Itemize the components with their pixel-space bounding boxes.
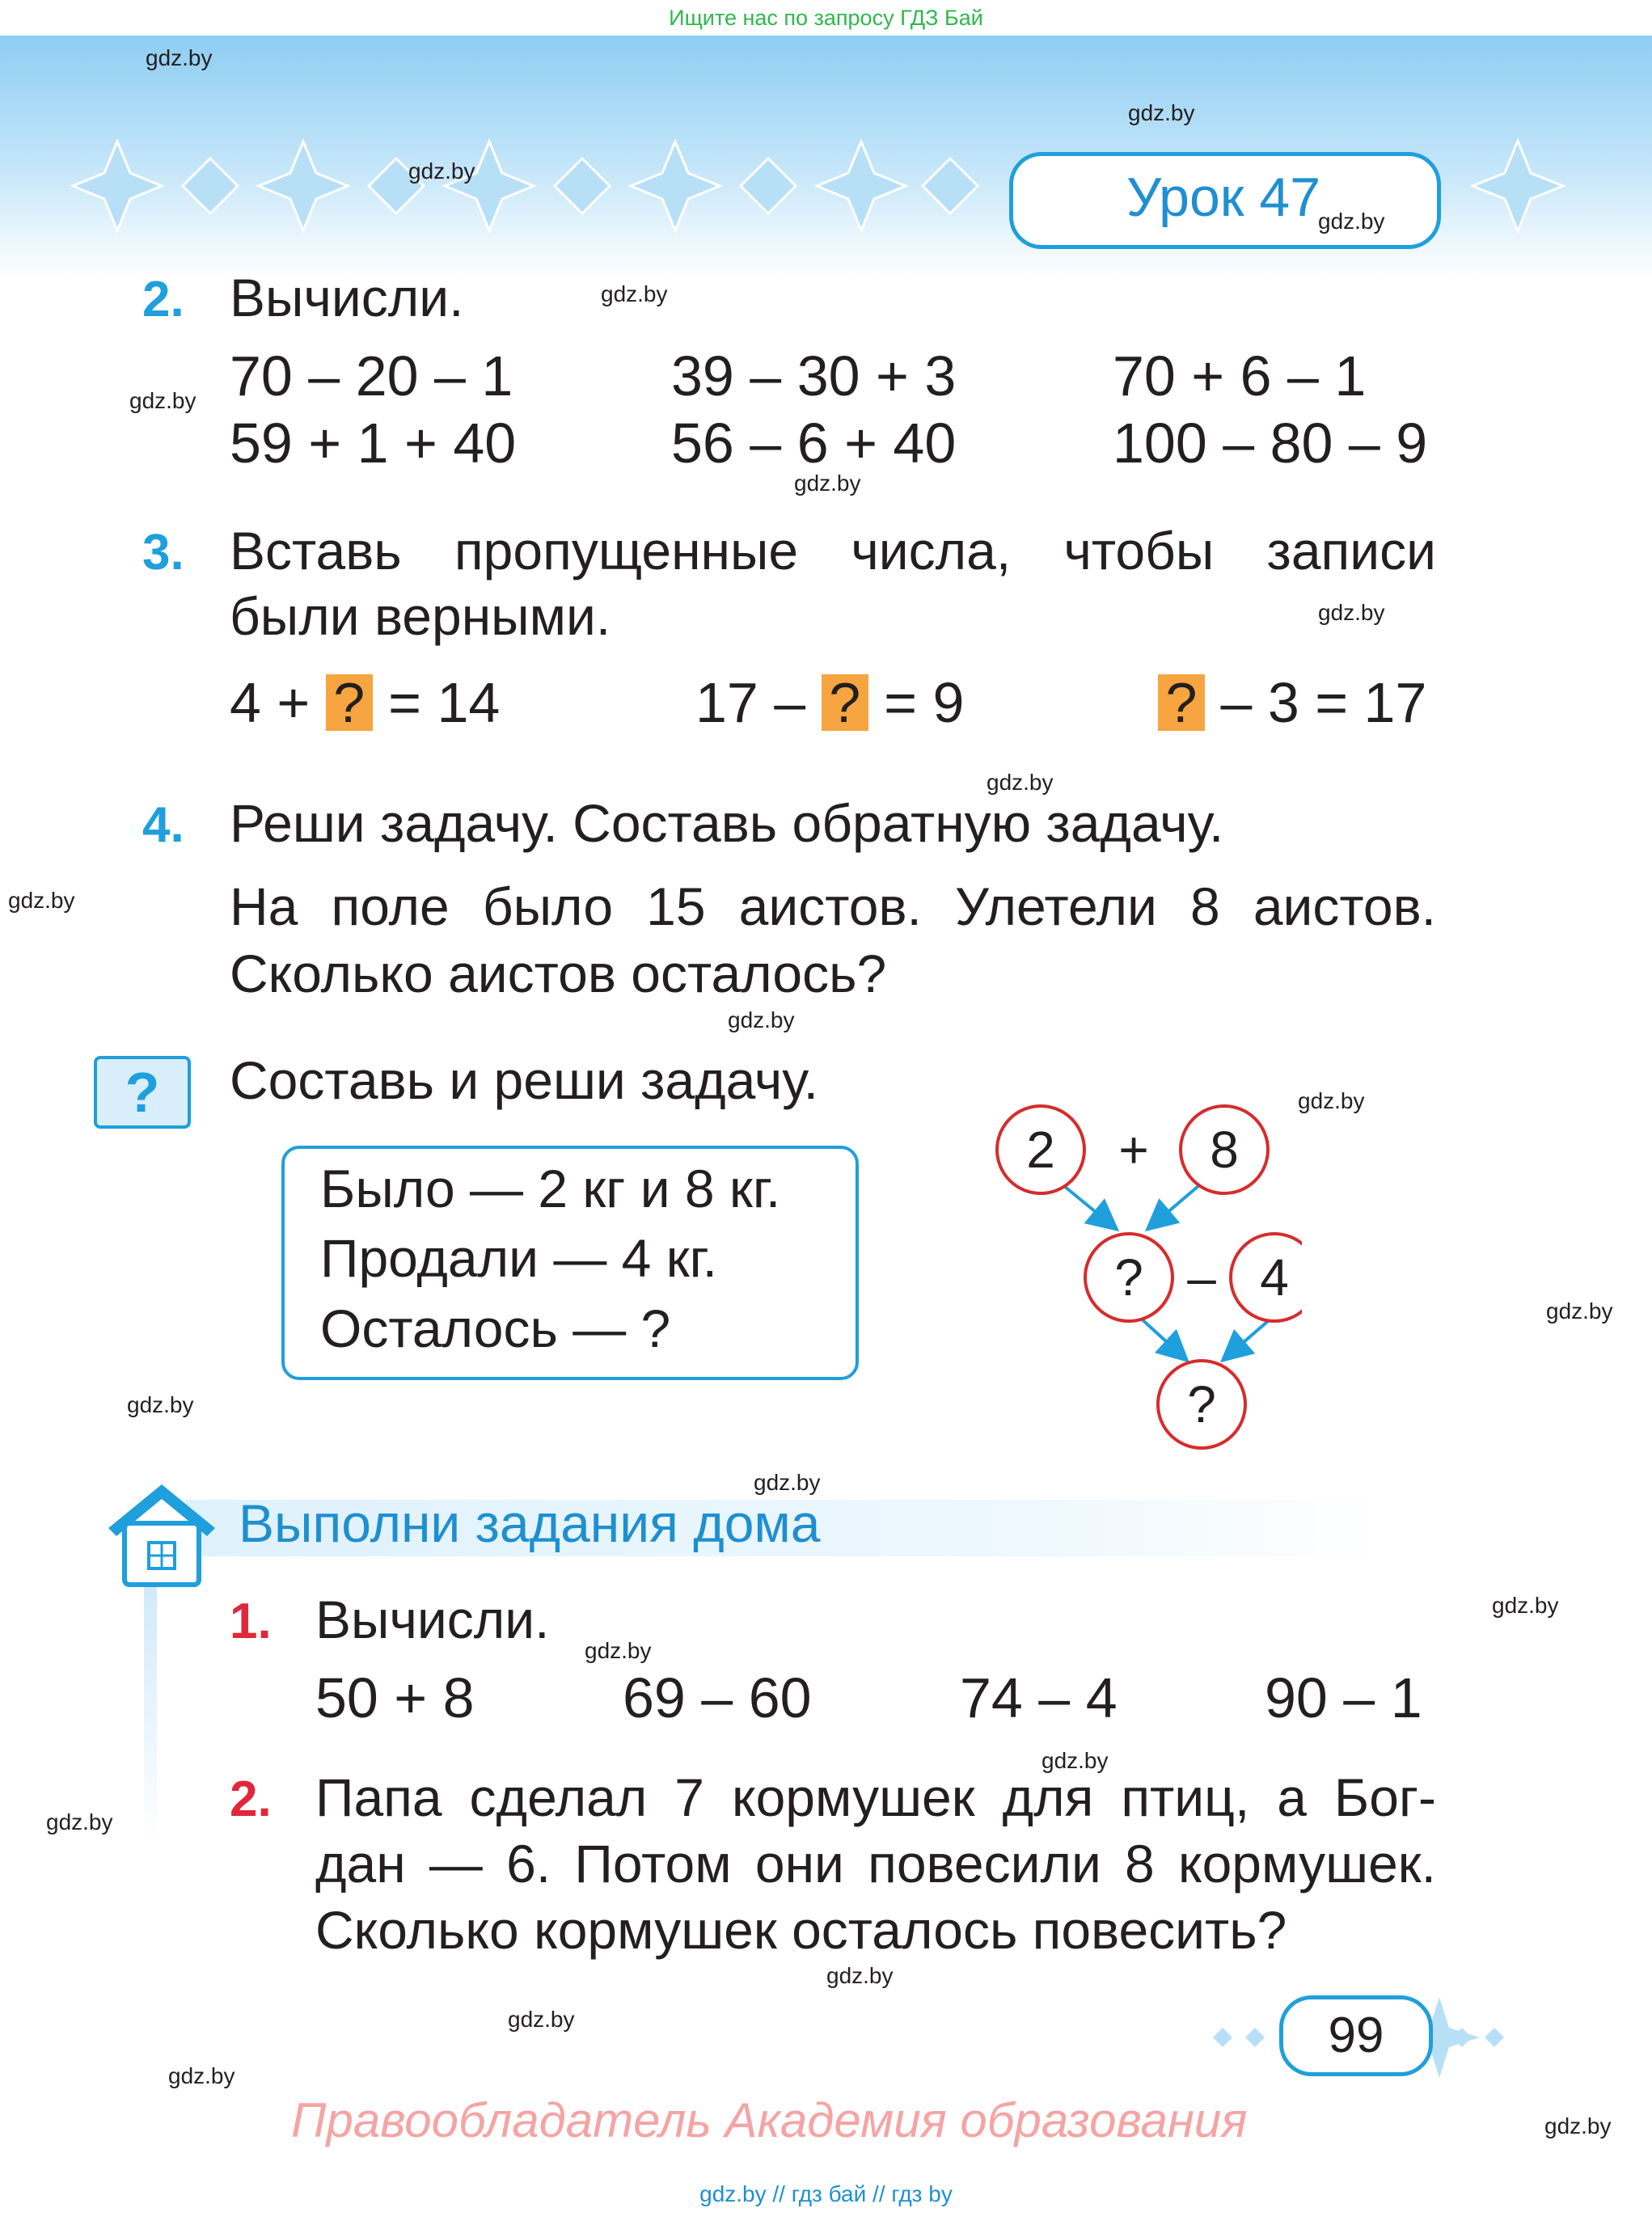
expression: 90 – 1	[1265, 1666, 1422, 1729]
watermark: gdz.by	[8, 888, 75, 913]
task-title: Вычисли.	[230, 268, 464, 327]
footer-links[interactable]: gdz.by // гдз бай // гдз by	[699, 2181, 953, 2206]
task-number: 3.	[142, 525, 184, 581]
circle-label: 4	[1260, 1248, 1289, 1307]
task-text: дан — 6. Потом они повесили 8 кормушек.	[315, 1834, 1436, 1894]
circle-label: 8	[1210, 1121, 1239, 1179]
top-banner: Ищите нас по запросу ГДЗ Бай	[0, 0, 1652, 36]
operator-label: –	[1187, 1248, 1216, 1307]
task-text: были верными.	[230, 586, 611, 646]
equation-part: = 14	[388, 671, 501, 734]
home-section-title: Выполни задания дома	[239, 1493, 821, 1553]
watermark: gdz.by	[129, 388, 196, 413]
lesson-title: Урок 47	[1126, 167, 1321, 228]
copyright-text: Правообладатель Академия образования	[291, 2093, 1248, 2147]
missing-number-box[interactable]: ?	[1158, 674, 1205, 731]
circle-label: ?	[1187, 1375, 1216, 1433]
watermark: gdz.by	[1546, 1298, 1613, 1324]
arrow	[1064, 1186, 1114, 1227]
snowflake-icon	[1465, 137, 1570, 234]
task-number: 4.	[142, 797, 184, 853]
watermark: gdz.by	[987, 770, 1054, 795]
expression: 59 + 1 + 40	[230, 412, 517, 475]
watermark: gdz.by	[1041, 1748, 1109, 1773]
watermark: gdz.by	[1544, 2113, 1612, 2138]
task-number: 1.	[230, 1594, 272, 1649]
calculation-scheme	[978, 1100, 1302, 1471]
task-text: Сколько аистов осталось?	[230, 944, 887, 1003]
expression: 56 – 6 + 40	[671, 412, 957, 475]
operator-label: +	[1118, 1121, 1149, 1179]
missing-number-box[interactable]: ?	[822, 674, 868, 731]
equation-2	[695, 670, 964, 735]
expression: 39 – 30 + 3	[671, 344, 957, 407]
arrow	[1139, 1316, 1185, 1358]
watermark: gdz.by	[168, 2063, 235, 2088]
equation-part: 17 –	[695, 671, 806, 734]
watermark: gdz.by	[728, 1007, 795, 1032]
watermark: gdz.by	[601, 281, 668, 306]
watermark: gdz.by	[1318, 600, 1385, 625]
watermark: gdz.by	[826, 1963, 894, 1988]
watermark: gdz.by	[1298, 1088, 1365, 1113]
watermark: gdz.by	[585, 1638, 652, 1663]
problem-line: Продали — 4 кг.	[320, 1228, 717, 1288]
task-text: Папа сделал 7 кормушек для птиц, а Бог-	[315, 1767, 1436, 1827]
task-number: 2.	[142, 272, 184, 327]
missing-number-box[interactable]: ?	[326, 674, 373, 731]
watermark: gdz.by	[408, 158, 475, 184]
page-number: 99	[1279, 1995, 1433, 2076]
equation-part: 4 +	[230, 671, 311, 734]
question-icon: ?	[94, 1056, 191, 1129]
expression: 74 – 4	[960, 1666, 1118, 1729]
home-section-stem	[144, 1577, 157, 1843]
equation-3	[1158, 670, 1426, 735]
task-title: Вычисли.	[315, 1590, 550, 1649]
watermark: gdz.by	[1318, 209, 1385, 234]
expression: 69 – 60	[623, 1666, 812, 1729]
task-text: Сколько кормушек осталось повесить?	[315, 1900, 1287, 1960]
expression: 50 + 8	[315, 1666, 475, 1729]
task-title: Реши задачу. Составь обратную задачу.	[230, 793, 1224, 853]
task-text: Вставь пропущенные числа, чтобы записи	[230, 521, 1436, 581]
expression: 70 + 6 – 1	[1113, 344, 1367, 407]
task-number: 2.	[230, 1771, 272, 1827]
problem-line: Было — 2 кг и 8 кг.	[320, 1159, 781, 1218]
watermark: gdz.by	[754, 1470, 821, 1495]
watermark: gdz.by	[794, 471, 861, 496]
equation-part: – 3 = 17	[1220, 671, 1427, 734]
problem-line: Осталось — ?	[320, 1298, 671, 1358]
circle-label: ?	[1114, 1248, 1143, 1307]
watermark: gdz.by	[1128, 100, 1195, 125]
watermark: gdz.by	[127, 1392, 194, 1417]
expression: 100 – 80 – 9	[1113, 412, 1428, 475]
task-text: На поле было 15 аистов. Улетели 8 аистов.	[230, 876, 1436, 936]
watermark: gdz.by	[46, 1809, 113, 1834]
task-title: Составь и реши задачу.	[230, 1050, 818, 1110]
watermark: gdz.by	[146, 45, 213, 70]
watermark: gdz.by	[508, 2007, 575, 2032]
house-icon	[105, 1478, 218, 1591]
equation-part: = 9	[884, 671, 965, 734]
snowflake-ornament	[69, 137, 982, 234]
circle-label: 2	[1026, 1121, 1055, 1179]
expression: 70 – 20 – 1	[230, 344, 513, 407]
equation-1	[230, 670, 500, 735]
arrow	[1150, 1186, 1198, 1227]
arrow	[1225, 1316, 1274, 1358]
watermark: gdz.by	[1492, 1593, 1559, 1618]
